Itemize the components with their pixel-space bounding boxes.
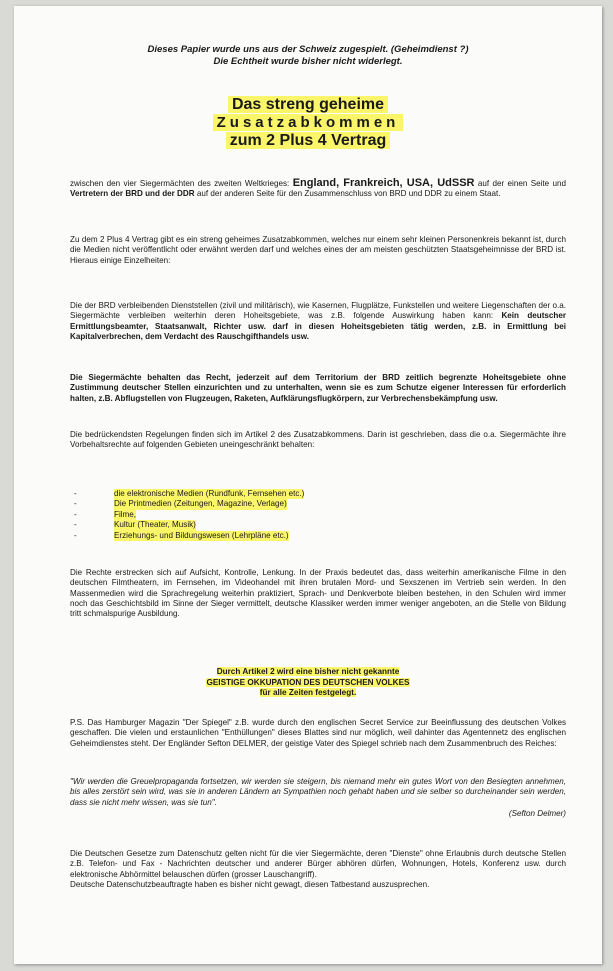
list-item: - Erziehungs- und Bildungswesen (Lehrpläne etc.) [74, 530, 289, 540]
paragraph-3: Die Siegermächte behalten das Recht, jederzeit auf dem Territorium der BRD zeitlich begrenzte Hoheitsgebiete ohne Zustimmung deutscher Stellen einzurichten und zu unterhalten, wenn sie es zum Schutze eigener Interessen für erforderlich halten, z.B. Abflugstellen von Flugzeugen, Raketen, Aufklärungsflugkörpern, zur Verbrechensbekämpfung usw. [70, 373, 566, 403]
document-title [14, 96, 602, 150]
paragraph-4: Die bedrückendsten Regelungen finden sich im Artikel 2 des Zusatzabkommens. Darin ist geschrieben, dass die o.a. Siegermächte ihre Vorbehaltsrechte auf folgenden Gebieten uneingeschränkt behalten: [70, 430, 566, 450]
final-paragraph: Die Deutschen Gesetze zum Datenschutz gelten nicht für die vier Siegermächte, deren "Dienste" ohne Erlaubnis durch deutsche Stellen z.B. Telefon- und Fax - Nachrichten deutscher und anderer Bürger abhören dürfen, Wohnungen, Hotels, Konferenz usw. durch elektronische Abhörmittel belauschen dürfen (grosser Lauschangriff). Deutsche Datenschutzbeauftragte haben es bisher nicht gewagt, diesen Tatbestand auszusprechen. [70, 849, 566, 889]
list-item: - die elektronische Medien (Rundfunk, Fernsehen etc.) [74, 489, 305, 498]
quote-signature: (Sefton Delmer) [508, 808, 566, 818]
header-line-1: Dieses Papier wurde uns aus der Schweiz zugespielt. (Geheimdienst ?) [147, 44, 469, 55]
title-line-2: Zusatzabkommen [213, 114, 404, 131]
list-item: - Die Printmedien (Zeitungen, Magazine, Verlage) [74, 499, 287, 509]
allied-powers: England, Frankreich, USA, UdSSR [292, 177, 475, 189]
list-item: - Filme, [74, 509, 137, 519]
paragraph-2: Die der BRD verbleibenden Dienststellen (zivil und militärisch), wie Kasernen, Flugplätze, Funkstellen und weitere Liegenschaften der o.a. Siegermächte verbleiben weiterhin deren Hoheitsgebiete, was z.B. folgende Auswirkung haben kann: Kein deutscher Ermittlungsbeamter, Staatsanwalt, Richter usw. darf in diesen Hoheitsgebieten tätig werden, z.B. in Ermittlung bei Kapitalverbrechen, dem Verdacht des Rauschgifthandels usw. [70, 301, 566, 341]
intro-paragraph: zwischen den vier Siegermächten des zweiten Weltkrieges: England, Frankreich, USA, UdSSR auf der einen Seite und Vertretern der BRD und der DDR auf der anderen Seite für den Zusammenschluss von BRD und DDR zu einem Staat. [70, 177, 567, 199]
article-2-list [74, 489, 494, 541]
title-line-3: zum 2 Plus 4 Vertrag [226, 132, 391, 149]
delmer-quote: "Wir werden die Greuelpropaganda fortsetzen, wir werden sie steigern, bis niemand mehr ein gutes Wort von den Besiegten annehmen, bis alles zerstört sein wird, was sie in anderen Ländern an Sympathien noch gehabt haben und sie selber so durcheinander sein werden, dass sie nicht mehr wissen, was sie tun". (Sefton Delmer) [70, 777, 566, 818]
highlighted-statement: Durch Artikel 2 wird eine bisher nicht gekannte GEISTIGE OKKUPATION DES DEUTSCHEN VOLKES für alle Zeiten festgelegt. [206, 667, 410, 697]
paragraph-1: Zu dem 2 Plus 4 Vertrag gibt es ein streng geheimes Zusatzabkommen, welches nur einem sehr kleinen Personenkreis bekannt ist, durch die Medien nicht veröffentlicht oder erwähnt werden darf und welches eines der am meisten geschützten Staatsgeheimnisse der BRD ist. Hieraus einige Einzelheiten: [70, 235, 566, 265]
ps-paragraph: P.S. Das Hamburger Magazin "Der Spiegel" z.B. wurde durch den englischen Secret Service zur Beeinflussung des deutschen Volkes geschaffen. Die vielen und erstaunlichen "Enthüllungen" dieses Blattes sind nur möglich, weil dahinter das Agentennetz des englischen Geheimdienstes steht. Der Engländer Sefton DELMER, der geistige Vater des Spiegel schrieb nach dem Zusammenbruch des Reiches: [70, 718, 566, 748]
header-line-2: Die Echtheit wurde bisher nicht widerlegt. [213, 56, 403, 67]
list-item: - Kultur (Theater, Musik) [74, 520, 196, 530]
title-line-1: Das streng geheime [228, 96, 388, 113]
german-representatives: Vertretern der BRD und der DDR [70, 189, 195, 199]
document-page [14, 6, 602, 964]
paragraph-5: Die Rechte erstrecken sich auf Aufsicht, Kontrolle, Lenkung. In der Praxis bedeutet das, dass weiterhin amerikanische Filme in den deutschen Filmtheatern, im Fernsehen, im Videohandel mit ihren brutalen Mord- und Sexszenen im Vertrieb sein werden. In den Massenmedien wird die Sprachregelung weiterhin praktiziert, Sprach- und Denkverbote bleiben bestehen, in den Schulen wird immer noch das Geschichtsbild im Sinne der Sieger vermittelt, deutsche Klassiker werden immer weniger angeboten, an die Stelle von Bildung tritt schmalspurige Ausbildung. [70, 568, 566, 619]
document-header [14, 44, 602, 68]
